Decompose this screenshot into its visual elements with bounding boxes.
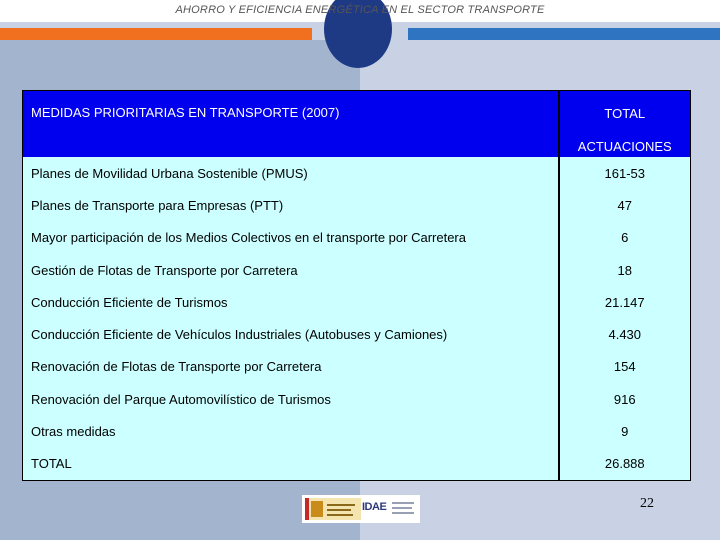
table-row (23, 189, 691, 221)
measure-cell: Planes de Movilidad Urbana Sostenible (PMUS) (23, 157, 559, 189)
total-cell: 161-53 (559, 157, 691, 189)
coat-of-arms-icon (311, 501, 323, 517)
table-row (23, 286, 691, 318)
table-row (23, 351, 691, 383)
header-actuaciones: ACTUACIONES (559, 135, 691, 157)
table-row (23, 318, 691, 350)
table-row (23, 383, 691, 415)
measure-cell: Renovación de Flotas de Transporte por Carretera (23, 351, 559, 383)
orange-accent-bar (0, 28, 312, 40)
measure-cell: Planes de Transporte para Empresas (PTT) (23, 189, 559, 221)
measure-cell: Mayor participación de los Medios Colectivos en el transporte por Carretera (23, 222, 559, 254)
measures-table (22, 90, 691, 481)
blue-accent-bar (408, 28, 720, 40)
footer-logos (302, 495, 420, 523)
table-row (23, 157, 691, 189)
measure-cell: TOTAL (23, 448, 559, 481)
total-cell: 6 (559, 222, 691, 254)
total-cell: 18 (559, 254, 691, 286)
total-cell: 47 (559, 189, 691, 221)
idae-logo (362, 499, 418, 519)
header-total: TOTAL (559, 91, 691, 136)
measure-cell: Renovación del Parque Automovilístico de Turismos (23, 383, 559, 415)
header-title: AHORRO Y EFICIENCIA ENERGÉTICA EN EL SECTOR TRANSPORTE (175, 4, 545, 16)
total-cell: 154 (559, 351, 691, 383)
total-cell: 21.147 (559, 286, 691, 318)
header-measures: MEDIDAS PRIORITARIAS EN TRANSPORTE (2007) (31, 105, 340, 120)
total-cell: 916 (559, 383, 691, 415)
total-cell: 9 (559, 415, 691, 447)
measure-cell: Conducción Eficiente de Vehículos Industriales (Autobuses y Camiones) (23, 318, 559, 350)
total-cell: 26.888 (559, 448, 691, 481)
page-number: 22 (640, 496, 654, 511)
idae-logo-text: IDAE (362, 501, 387, 513)
table-row (23, 415, 691, 447)
ministry-logo (305, 498, 361, 520)
table-row (23, 254, 691, 286)
measure-cell: Gestión de Flotas de Transporte por Carretera (23, 254, 559, 286)
table-header-row (23, 91, 691, 136)
measure-cell: Otras medidas (23, 415, 559, 447)
table-total-row (23, 448, 691, 481)
table-row (23, 222, 691, 254)
total-cell: 4.430 (559, 318, 691, 350)
measure-cell: Conducción Eficiente de Turismos (23, 286, 559, 318)
